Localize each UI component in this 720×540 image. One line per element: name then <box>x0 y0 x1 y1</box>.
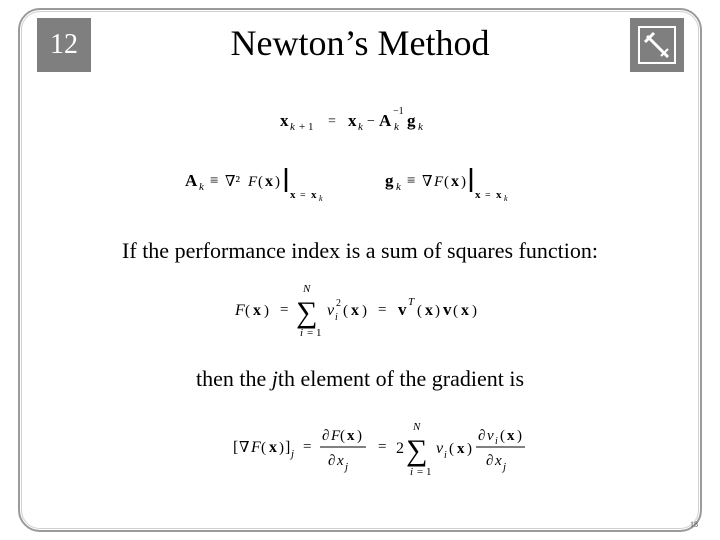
svg-text:= 1: = 1 <box>307 327 322 339</box>
svg-text:x: x <box>337 453 344 469</box>
svg-text:v: v <box>436 440 444 457</box>
svg-text:x: x <box>280 111 289 130</box>
gradient-element-text <box>0 366 720 392</box>
svg-text:x: x <box>351 302 359 319</box>
gradient-text-part2: th element of the gradient is <box>277 366 525 391</box>
svg-text:(: ( <box>245 303 250 319</box>
svg-text:F: F <box>251 439 261 456</box>
svg-text:−1: −1 <box>393 106 404 117</box>
svg-text:): ) <box>435 303 440 319</box>
svg-text:(: ( <box>453 303 458 319</box>
svg-text:k: k <box>394 121 399 133</box>
svg-text:i: i <box>495 436 498 447</box>
svg-text:k: k <box>290 121 295 133</box>
svg-text:∑: ∑ <box>296 296 318 329</box>
svg-text:2: 2 <box>336 298 341 309</box>
svg-text:g: g <box>385 171 394 190</box>
slide-number-box <box>37 18 91 72</box>
svg-text:): ) <box>362 303 367 319</box>
svg-text:=: = <box>300 190 306 201</box>
svg-text:∂: ∂ <box>328 453 336 469</box>
svg-text:): ) <box>472 303 477 319</box>
svg-text:j: j <box>503 461 507 473</box>
svg-text:x: x <box>347 428 355 444</box>
svg-text:x: x <box>451 173 459 190</box>
svg-text:x: x <box>496 189 502 201</box>
svg-text:(: ( <box>261 440 266 456</box>
svg-text:v: v <box>327 302 335 319</box>
svg-text:≡: ≡ <box>210 173 219 189</box>
svg-text:k: k <box>418 121 423 133</box>
svg-text:F: F <box>434 174 444 190</box>
svg-text:j: j <box>291 448 295 460</box>
svg-text:∇²: ∇² <box>225 174 240 190</box>
svg-text:∇: ∇ <box>422 174 433 190</box>
svg-text:F: F <box>235 302 245 319</box>
svg-text:∑: ∑ <box>406 434 428 467</box>
sum-of-squares-text: If the performance index is a sum of squares function: <box>122 238 598 263</box>
svg-text:N: N <box>413 421 421 433</box>
svg-text:g: g <box>407 111 416 130</box>
svg-text:∂: ∂ <box>478 428 486 444</box>
svg-text:x: x <box>495 453 502 469</box>
svg-text:−: − <box>367 114 375 129</box>
svg-text:F: F <box>248 174 258 190</box>
svg-text:(: ( <box>449 441 454 457</box>
svg-text:N: N <box>303 283 311 295</box>
svg-text:k: k <box>358 121 363 133</box>
gradient-text-italic-j: j <box>271 366 278 391</box>
svg-text:): ) <box>467 441 472 457</box>
equation-gradient-element <box>228 412 528 484</box>
svg-text:j: j <box>345 461 349 473</box>
logo-glyph <box>630 18 684 72</box>
svg-text:x: x <box>348 111 357 130</box>
svg-text:i: i <box>335 312 338 323</box>
svg-text:]: ] <box>285 439 291 456</box>
svg-text:F: F <box>331 428 341 444</box>
svg-text:(: ( <box>417 303 422 319</box>
svg-text:+ 1: + 1 <box>299 121 314 133</box>
svg-text:(: ( <box>444 174 449 190</box>
svg-text:): ) <box>461 174 466 190</box>
svg-text:): ) <box>264 303 269 319</box>
svg-text:i: i <box>410 466 414 478</box>
equation-hessian-definition <box>180 160 350 205</box>
svg-text:= 1: = 1 <box>417 466 432 478</box>
svg-text:(: ( <box>258 174 263 190</box>
svg-text:k: k <box>319 194 323 203</box>
slide-number: 12 <box>50 29 78 60</box>
svg-text:x: x <box>507 428 515 444</box>
svg-text:∂: ∂ <box>486 453 494 469</box>
svg-text:v: v <box>487 428 494 444</box>
svg-text:=: = <box>328 114 336 129</box>
svg-text:=: = <box>378 439 387 455</box>
svg-text:=: = <box>378 302 387 318</box>
svg-text:T: T <box>408 296 415 308</box>
svg-text:i: i <box>444 450 447 461</box>
svg-text:∂: ∂ <box>322 428 330 444</box>
svg-text:x: x <box>253 302 261 319</box>
svg-text:(: ( <box>343 303 348 319</box>
svg-text:x: x <box>461 302 469 319</box>
svg-text:A: A <box>185 171 198 190</box>
equation-newton-update <box>270 100 460 140</box>
svg-text:): ) <box>517 428 522 444</box>
svg-text:≡: ≡ <box>407 173 416 189</box>
svg-text:k: k <box>396 181 401 193</box>
svg-text:): ) <box>279 440 284 456</box>
svg-text:=: = <box>485 190 491 201</box>
slide-logo-icon <box>630 18 684 72</box>
svg-text:A: A <box>379 111 392 130</box>
svg-text:k: k <box>504 194 508 203</box>
svg-text:x: x <box>265 173 273 190</box>
svg-text:x: x <box>269 439 277 456</box>
svg-text:∇: ∇ <box>239 440 250 456</box>
svg-text:[: [ <box>233 439 239 456</box>
svg-text:i: i <box>300 327 304 339</box>
page-number: 18 <box>690 520 698 529</box>
equation-gradient-definition <box>380 160 530 205</box>
svg-text:x: x <box>457 441 465 457</box>
svg-text:k: k <box>199 181 204 193</box>
svg-text:x: x <box>290 189 296 201</box>
svg-text:=: = <box>303 439 312 455</box>
gradient-text-part1: then the <box>195 366 272 391</box>
svg-text:x: x <box>475 189 481 201</box>
svg-text:(: ( <box>340 428 345 444</box>
svg-text:x: x <box>425 302 433 319</box>
svg-text:v: v <box>443 300 452 319</box>
svg-text:): ) <box>275 174 280 190</box>
svg-text:(: ( <box>500 428 505 444</box>
slide-title: Newton’s Method <box>230 23 490 63</box>
svg-text:2: 2 <box>396 440 404 457</box>
svg-text:v: v <box>398 300 407 319</box>
svg-text:): ) <box>357 428 362 444</box>
svg-text:=: = <box>280 302 289 318</box>
equation-sum-of-squares <box>230 278 500 343</box>
svg-text:x: x <box>311 189 317 201</box>
